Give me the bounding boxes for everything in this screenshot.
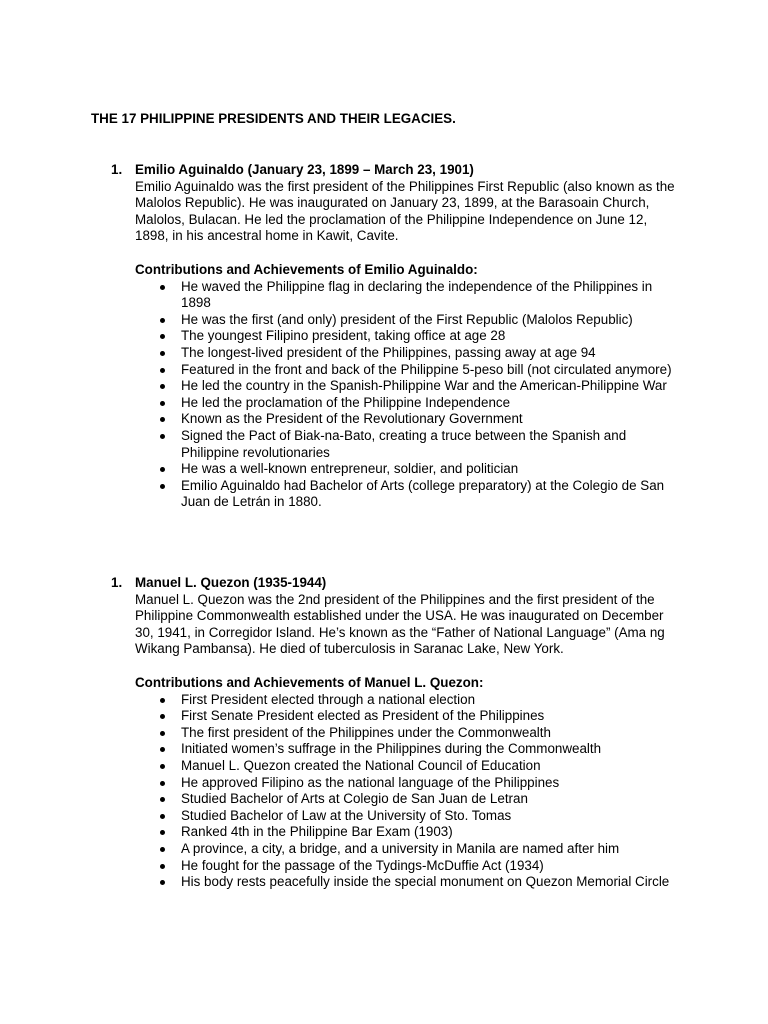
- list-item: Studied Bachelor of Law at the University of Sto. Tomas: [181, 808, 679, 825]
- list-item: He fought for the passage of the Tydings-McDuffie Act (1934): [181, 858, 679, 875]
- section-body-text: Emilio Aguinaldo was the first president of the Philippines First Republic (also known as the Malolos Republic). He was inaugurated on January 23, 1899, at the Barasoain Church, Malolos, Bulacan. He led the proclamation of the Philippine Independence on June 12, 1898, in his ancestral home in Kawit, Cavite.: [135, 178, 675, 244]
- section-heading: [111, 162, 679, 179]
- list-item: Ranked 4th in the Philippine Bar Exam (1903): [181, 824, 679, 841]
- list-item: He led the proclamation of the Philippine Independence: [181, 395, 679, 412]
- section-heading-text: Emilio Aguinaldo (January 23, 1899 – March 23, 1901): [135, 162, 474, 177]
- contributions-title: Contributions and Achievements of Manuel L. Quezon:: [135, 674, 484, 690]
- list-item: He led the country in the Spanish-Philippine War and the American-Philippine War: [181, 378, 679, 395]
- list-item: The first president of the Philippines under the Commonwealth: [181, 725, 679, 742]
- document-title: THE 17 PHILIPPINE PRESIDENTS AND THEIR LEGACIES.: [91, 111, 456, 126]
- section-number: 1.: [111, 575, 123, 590]
- list-item: The longest-lived president of the Philippines, passing away at age 94: [181, 345, 679, 362]
- section-heading: [111, 575, 679, 592]
- list-item: Emilio Aguinaldo had Bachelor of Arts (college preparatory) at the Colegio de San Juan de Letrán in 1880.: [181, 478, 679, 511]
- list-item: Known as the President of the Revolutionary Government: [181, 411, 679, 428]
- list-item: Studied Bachelor of Arts at Colegio de San Juan de Letran: [181, 791, 679, 808]
- list-item: The youngest Filipino president, taking office at age 28: [181, 328, 679, 345]
- list-item: He waved the Philippine flag in declaring the independence of the Philippines in 1898: [181, 279, 679, 312]
- section-body-text: Manuel L. Quezon was the 2nd president of the Philippines and the first president of the Philippine Commonwealth established under the USA. He was inaugurated on December 30, 1941, in Corregidor Island. He’s known as the “Father of National Language” (Ama ng Wikang Pambansa). He died of tuberculosis in Saranac Lake, New York.: [135, 591, 665, 657]
- list-item: Manuel L. Quezon created the National Council of Education: [181, 758, 679, 775]
- contributions-list: [111, 279, 679, 511]
- section-heading-text: Manuel L. Quezon (1935-1944): [135, 575, 327, 590]
- section-number: 1.: [111, 162, 123, 177]
- section-manuel-quezon: [111, 575, 679, 891]
- list-item: First Senate President elected as President of the Philippines: [181, 708, 679, 725]
- list-item: First President elected through a national election: [181, 692, 679, 709]
- list-item: Initiated women’s suffrage in the Philippines during the Commonwealth: [181, 741, 679, 758]
- list-item: He approved Filipino as the national language of the Philippines: [181, 775, 679, 792]
- list-item: His body rests peacefully inside the special monument on Quezon Memorial Circle: [181, 874, 679, 891]
- list-item: He was the first (and only) president of the First Republic (Malolos Republic): [181, 312, 679, 329]
- contributions-title: Contributions and Achievements of Emilio Aguinaldo:: [135, 261, 478, 277]
- list-item: Signed the Pact of Biak-na-Bato, creating a truce between the Spanish and Philippine revolutionaries: [181, 428, 679, 461]
- list-item: He was a well-known entrepreneur, soldier, and politician: [181, 461, 679, 478]
- section-emilio-aguinaldo: [111, 162, 679, 511]
- list-item: A province, a city, a bridge, and a university in Manila are named after him: [181, 841, 679, 858]
- contributions-list: [111, 692, 679, 891]
- list-item: Featured in the front and back of the Philippine 5-peso bill (not circulated anymore): [181, 362, 679, 379]
